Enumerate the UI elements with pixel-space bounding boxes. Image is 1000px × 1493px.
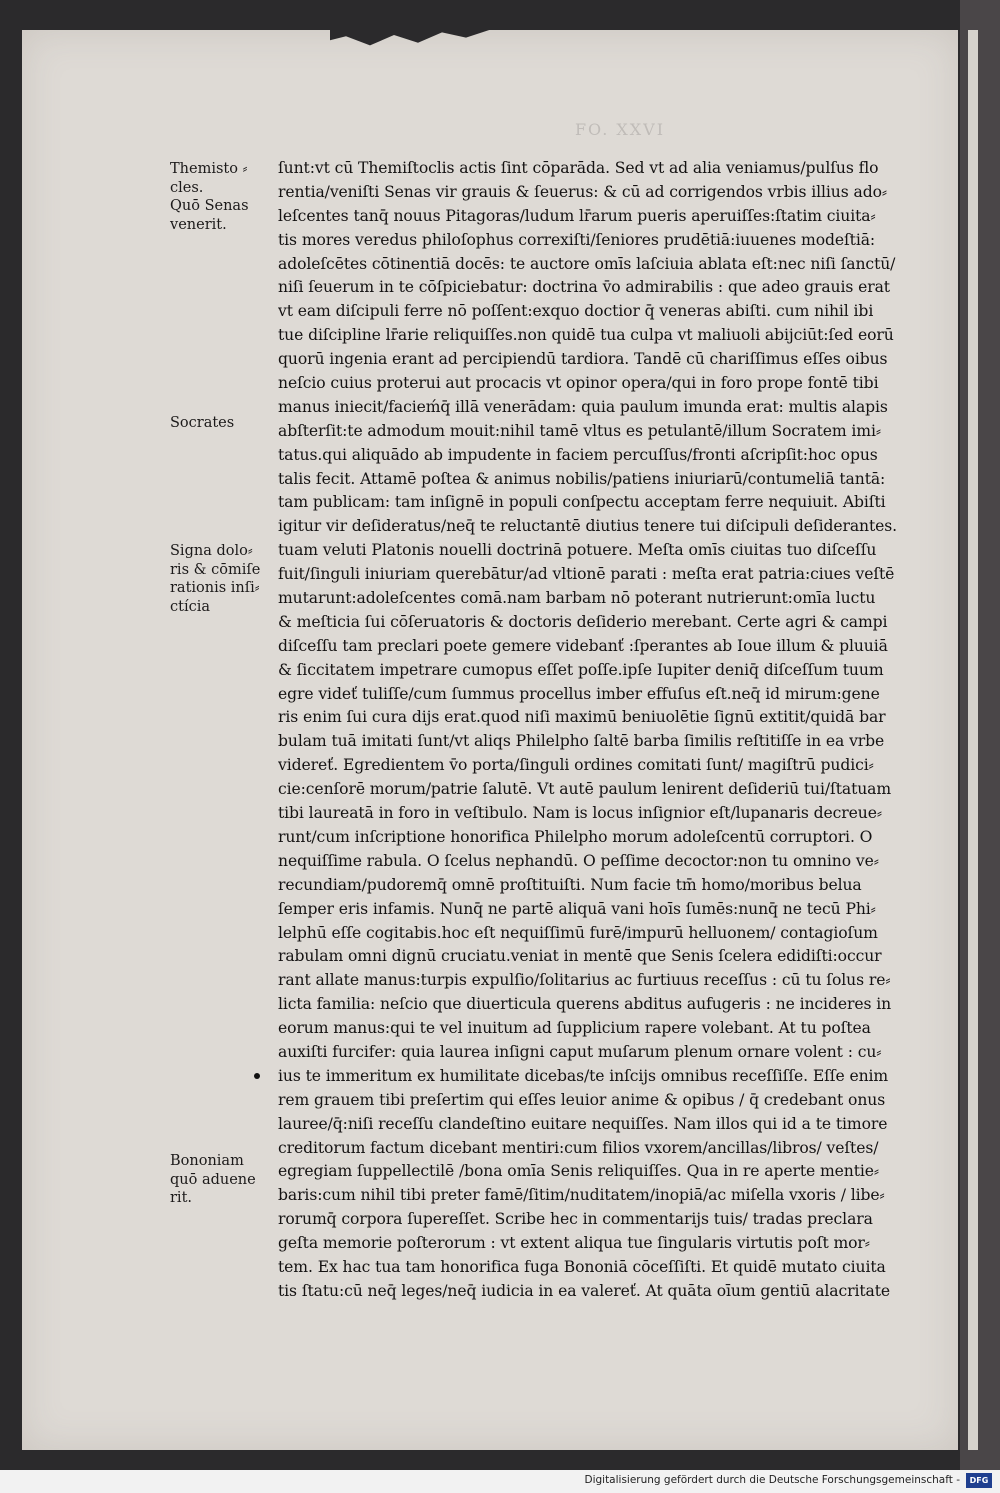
text-line: recundiam/pudoremq̄ omnē proſtituiſti. Num facie tm̄ homo/moribus belua — [278, 875, 862, 894]
marginal-note-themistocles: Themisto ⸗ cles. Quō Senas venerit. — [170, 161, 249, 233]
text-line: tatus.qui aliquādo ab impudente in faciem percuſſus/fronti aſcripſit:hoc opus — [278, 445, 878, 464]
text-line: & meſticia ſui cōſeruatoris & doctoris deſiderio merebant. Certe agri & campi — [278, 612, 888, 631]
footer-bar — [0, 1470, 1000, 1493]
text-line: lelphū eſſe cogitabis.hoc eſt nequiſſimū furē/impurū helluonem/ contagioſum — [278, 923, 878, 942]
text-line: rem grauem tibi preſertim qui eſſes leuior anime & opibus / q̄ credebant onus — [278, 1090, 886, 1109]
text-line: tuam veluti Platonis nouelli doctrinā potuere. Meſta omīs ciuitas tuo diſceſſu — [278, 541, 877, 560]
text-line: ſunt:vt cū Themiſtoclis actis ſint cōparāda. Sed vt ad alia veniamus/pulſus flo — [278, 159, 879, 177]
text-line: tis mores veredus philoſophus correxiſti/ſeniores prudētiā:iuuenes modeſtiā: — [278, 230, 876, 249]
text-line: baris:cum nihil tibi preter famē/ſitim/nuditatem/inopiā/ac miſella vxoris / libe⸗ — [278, 1186, 885, 1205]
next-page-edge — [968, 30, 978, 1450]
text-line: manus iniecit/facieḿq̄ illā venerādam: quia paulum imunda erat: multis alapis — [278, 397, 888, 416]
text-line: & ſiccitatem impetrare cumopus eſſet poſſe.ipſe Iupiter deniq̄ diſceſſum tuum — [278, 660, 884, 679]
text-line: igitur vir deſideratus/neq̄ te reluctantē diutius tenere tui diſcipuli deſiderantes. — [278, 517, 898, 536]
text-line: quorū ingenia erant ad percipiendū tardiora. Tandē cū chariſſimus eſſes oibus — [278, 350, 888, 369]
text-line: leſcentes tanq̄ nouus Pitagoras/ludum lr̄arum pueris aperuiſſes:ſtatim ciuita⸗ — [278, 206, 876, 225]
text-line: geſta memorie poſterorum : vt extent aliqua tue ſingularis virtutis poſt mor⸗ — [278, 1234, 870, 1253]
text-line: ris enim ſui cura dijs erat.quod niſi maximū beniuolētie ſignū extitit/quidā bar — [278, 708, 886, 727]
text-line: tibi laureatā in foro in veſtibulo. Nam is locus inſignior eſt/lupanaris decreue⸗ — [278, 804, 882, 823]
digitization-credit: Digitalisierung gefördert durch die Deutsche Forschungsgemeinschaft - — [584, 1474, 960, 1486]
main-text-block — [278, 157, 938, 1304]
text-line: ius te immeritum ex humilitate dicebas/te inſcijs omnibus receſſiſſe. Eſſe enim — [278, 1066, 889, 1085]
text-line: tue diſcipline lr̄arie reliquiſſes.non quidē tua culpa vt maliuoli abijciūt:ſed eorū — [278, 326, 894, 345]
text-line: rant allate manus:turpis expulſio/ſolitarius ac furtiuus receſſus : cū tu ſolus re⸗ — [278, 971, 891, 990]
text-line: neſcio cuius proterui aut procacis vt opinor opera/qui in foro prope fontē tibi — [278, 374, 879, 393]
marginal-note-bononiam: Bononiam quō aduene rit. — [170, 1153, 256, 1206]
text-line: talis fecit. Attamē poſtea & animus nobilis/patiens iniuriarū/contumeliā tantā: — [278, 469, 886, 488]
text-line: egregiam ſuppellectilē /bona omīa Senis reliquiſſes. Qua in re aperte mentie⸗ — [278, 1162, 880, 1181]
text-line: bulam tuā imitati ſunt/vt aliqs Philelpho ſaltē barba ſimilis reſtitiſſe in ea vrbe — [278, 732, 885, 751]
text-line: lauree/q̄:niſi receſſu clandeſtino euitare nequiſſes. Nam illos qui id a te timore — [278, 1114, 888, 1133]
text-line: runt/cum inſcriptione honorifica Philelpho morum adoleſcentū corruptori. O — [278, 827, 873, 846]
text-line: fuit/ſinguli iniuriam querebātur/ad vltionē parati : meſta erat patria:ciues veſtē — [278, 565, 895, 584]
text-line: niſi ſeuerum in te cōſpiciebatur: doctrina v̄o admirabilis : que adeo grauis erat — [278, 278, 890, 297]
text-line: tem. Ex hac tua tam honorifica fuga Bononiā cōceſſiſti. Et quidē mutato ciuita — [278, 1257, 886, 1276]
text-line: adoleſcētes cōtinentiā docēs: te auctore omīs laſciuia ablata eſt:nec niſi ſanctū/ — [278, 254, 896, 273]
dfg-logo: DFG — [966, 1473, 992, 1488]
text-line: videreť. Egredientem v̄o porta/ſinguli ordines comitati ſunt/ magiſtrū pudici⸗ — [278, 756, 874, 775]
text-line: rorumq̄ corpora ſupereſſet. Scribe hec in commentarijs tuis/ tradas preclara — [278, 1210, 873, 1229]
text-line: cie:cenſorē morum/patrie ſalutē. Vt autē paulum lenirent deſideriū tui/ſtatuam — [278, 780, 892, 799]
text-line: vt eam diſcipuli ferre nō poſſent:exquo doctior q̄ veneras abiſti. cum nihil ibi — [278, 302, 874, 321]
text-line: ſemper eris infamis. Nunq̄ ne partē aliquā vani hoīs ſumēs:nunq̄ ne tecū Phi⸗ — [278, 899, 876, 918]
text-line: creditorum factum dicebant mentiri:cum filios vxorem/ancillas/libros/ veſtes/ — [278, 1138, 879, 1157]
text-line: rentia/veniſti Senas vir grauis & ſeuerus: & cū ad corrigendos vrbis illius ado⸗ — [278, 182, 887, 201]
ink-mark — [254, 1073, 260, 1079]
book-edge — [960, 0, 1000, 1470]
text-line: nequiſſime rabula. O ſcelus nephandū. O peſſime decoctor:non tu omnino ve⸗ — [278, 851, 879, 870]
text-line: abſterſit:te admodum mouit:nihil tamē vltus es petulantē/illum Socratem imi⸗ — [278, 421, 881, 440]
text-line: eorum manus:qui te vel inuitum ad ſupplicium rapere volebant. At tu poſtea — [278, 1019, 871, 1038]
text-line: tis ſtatu:cū neq̄ leges/neq̄ iudicia in ea valereť. At quāta oīum gentiū alacritate — [278, 1281, 891, 1300]
marginal-note-signa-doloris: Signa dolo⸗ ris & cōmiſe rationis inſi⸗ ctícia — [170, 543, 261, 615]
text-line: auxiſti furcifer: quia laurea inſigni caput muſarum plenum ornare volent : cu⸗ — [278, 1042, 882, 1061]
text-line: licta familia: neſcio que diuerticula querens abditus aufugeris : ne incideres in — [278, 995, 892, 1014]
marginal-note-socrates: Socrates — [170, 415, 235, 431]
text-line: egre videť tuliſſe/cum ſummus procellus imber effuſus eſt.neq̄ id mirum:gene — [278, 684, 880, 703]
text-line: rabulam omni dignū cruciatu.veniat in mentē que Senis ſcelera edidiſti:occur — [278, 947, 882, 966]
text-line: tam publicam: tam inſignē in populi conſpectu acceptam ferre nequiuit. Abiſti — [278, 493, 886, 512]
running-head: FO. XXVI — [574, 120, 666, 139]
text-line: mutarunt:adoleſcentes comā.nam barbam nō poterant nutrierunt:omīa luctu — [278, 589, 876, 608]
text-line: diſceſſu tam preclari poete gemere videbanť :ſperantes ab Ioue illum & pluuiā — [278, 636, 888, 655]
